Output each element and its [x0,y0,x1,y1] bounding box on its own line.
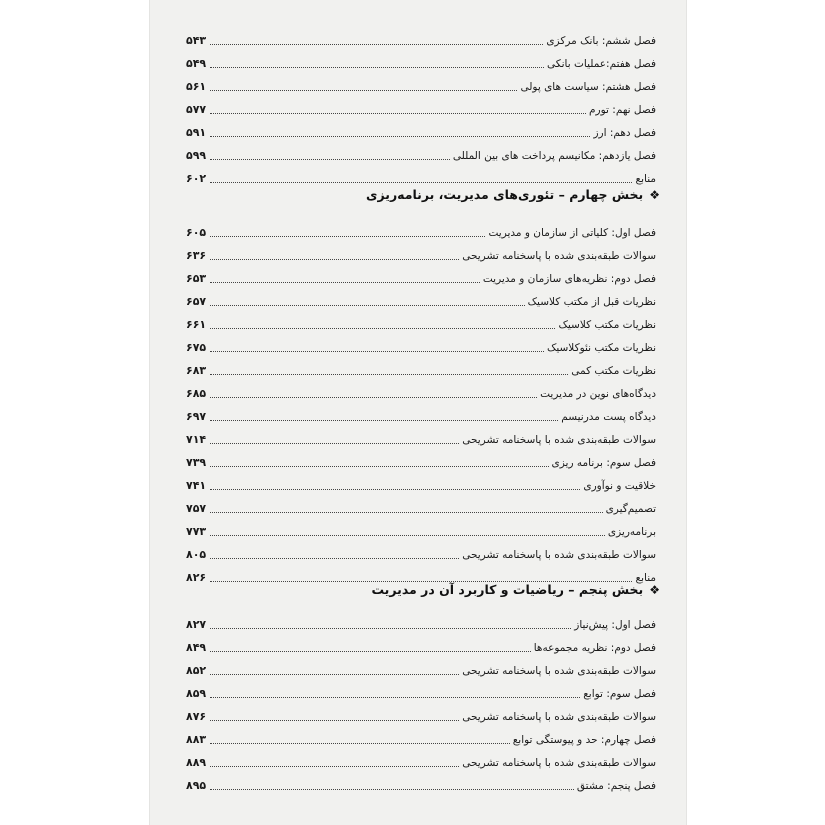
toc-entry-page: ۵۹۹ [186,149,207,162]
toc-entry-title: فصل اول: پیش‌نیاز [574,619,656,631]
toc-entry-title: نظریات مکتب کلاسیک [558,319,656,331]
toc-entry [186,337,656,355]
toc-entry [186,145,656,163]
toc-entry-title: سوالات طبقه‌بندی شده با پاسخنامه تشریحی [462,549,656,561]
dot-leader [210,90,517,91]
dot-leader [210,328,555,329]
toc-entry-page: ۷۷۳ [186,525,207,538]
toc-entry [186,729,656,747]
toc-entry-page: ۶۵۳ [186,272,207,285]
toc-entry [186,660,656,678]
toc-entry [186,291,656,309]
toc-entry-title: فصل یازدهم: مکانیسم پرداخت های بین المللی [452,150,656,162]
toc-entry [186,53,656,71]
dot-leader [210,558,459,559]
dot-leader [210,305,525,306]
toc-entry-page: ۶۸۳ [186,364,207,377]
section-title: بخش چهارم – تئوری‌های مدیریت، برنامه‌ریزی [366,187,644,202]
book-page [150,0,686,825]
toc-entry-page: ۸۴۹ [186,641,207,654]
dot-leader [210,159,450,160]
dot-leader [210,351,544,352]
toc-entry-title: منابع [635,173,656,185]
toc-entry-page: ۶۵۷ [186,295,207,308]
toc-entry-title: سوالات طبقه‌بندی شده با پاسخنامه تشریحی [462,250,656,262]
toc-entry-page: ۶۶۱ [186,318,207,331]
dot-leader [210,420,558,421]
toc-entry-title: فصل سوم: توابع [583,688,656,700]
diamond-bullet-icon: ❖ [649,188,660,202]
dot-leader [210,443,459,444]
toc-entry-page: ۶۹۷ [186,410,207,423]
toc-entry [186,99,656,117]
toc-entry [186,752,656,770]
toc-entry-title: دیدگاه‌های نوین در مدیریت [540,388,656,400]
toc-entry-title: فصل هشتم: سیاست های پولی [520,81,656,93]
dot-leader [210,113,586,114]
toc-entry-page: ۵۶۱ [186,80,207,93]
toc-entry-title: فصل سوم: برنامه ریزی [551,457,656,469]
toc-entry [186,544,656,562]
toc-entry-page: ۶۰۲ [186,172,207,185]
toc-entry-page: ۷۴۱ [186,479,207,492]
toc-entry-page: ۷۱۴ [186,433,207,446]
dot-leader [210,136,590,137]
dot-leader [210,67,544,68]
toc-entry-title: نظریات قبل از مکتب کلاسیک [527,296,656,308]
toc-entry-title: فصل دوم: نظریه مجموعه‌ها [533,642,656,654]
toc-entry [186,268,656,286]
toc-entry-title: سوالات طبقه‌بندی شده با پاسخنامه تشریحی [462,757,656,769]
dot-leader [210,743,510,744]
toc-entry-page: ۸۵۲ [186,664,207,677]
toc-entry [186,222,656,240]
toc-entry-title: خلاقیت و نوآوری [583,480,656,492]
toc-entry-page: ۶۷۵ [186,341,207,354]
dot-leader [210,674,459,675]
dot-leader [210,789,574,790]
dot-leader [210,44,543,45]
toc-entry-title: فصل نهم: تورم [589,104,656,116]
section-title: بخش پنجم – ریاضیات و کاربرد آن در مدیریت [371,582,644,597]
toc-entry [186,406,656,424]
section-heading [190,582,660,597]
dot-leader [210,182,632,183]
toc-entry-page: ۸۲۶ [186,571,207,584]
toc-entry-title: نظریات مکتب نئوکلاسیک [546,342,656,354]
toc-entry-title: فصل چهارم: حد و پیوستگی توابع [512,734,656,746]
dot-leader [210,236,485,237]
toc-entry [186,614,656,632]
toc-entry [186,76,656,94]
toc-entry-title: نظریات مکتب کمی [571,365,656,377]
toc-entry [186,314,656,332]
toc-entry-page: ۸۸۳ [186,733,207,746]
section-heading [190,187,660,202]
toc-entry [186,360,656,378]
dot-leader [210,397,537,398]
toc-entry [186,637,656,655]
dot-leader [210,374,568,375]
toc-entry [186,168,656,186]
toc-entry-page: ۸۹۵ [186,779,207,792]
toc-entry-page: ۷۳۹ [186,456,207,469]
toc-entry-page: ۷۵۷ [186,502,207,515]
toc-entry-page: ۸۸۹ [186,756,207,769]
dot-leader [210,512,602,513]
toc-entry [186,775,656,793]
toc-entry-page: ۸۰۵ [186,548,207,561]
toc-entry-page: ۵۴۹ [186,57,207,70]
toc-entry [186,521,656,539]
toc-entry [186,245,656,263]
toc-entry-title: فصل هفتم:عملیات بانکی [547,58,656,70]
toc-entry [186,452,656,470]
toc-entry [186,122,656,140]
toc-entry [186,30,656,48]
toc-entry-page: ۸۷۶ [186,710,207,723]
diamond-bullet-icon: ❖ [649,583,660,597]
dot-leader [210,535,605,536]
toc-entry-page: ۸۵۹ [186,687,207,700]
toc-entry-title: منابع [635,572,656,584]
toc-entry-title: تصمیم‌گیری [605,503,656,515]
dot-leader [210,628,571,629]
toc-entry-title: برنامه‌ریزی [607,526,656,538]
toc-entry-page: ۵۷۷ [186,103,207,116]
toc-entry-title: فصل دوم: نظریه‌های سازمان و مدیریت [482,273,656,285]
dot-leader [210,766,459,767]
dot-leader [210,466,548,467]
dot-leader [210,697,580,698]
dot-leader [210,259,459,260]
toc-entry-title: سوالات طبقه‌بندی شده با پاسخنامه تشریحی [462,711,656,723]
toc-entry-title: فصل پنجم: مشتق [576,780,656,792]
toc-entry [186,498,656,516]
toc-entry [186,383,656,401]
toc-entry-page: ۵۹۱ [186,126,207,139]
toc-entry [186,683,656,701]
dot-leader [210,651,531,652]
toc-entry-page: ۶۸۵ [186,387,207,400]
toc-entry-title: سوالات طبقه‌بندی شده با پاسخنامه تشریحی [462,665,656,677]
toc-entry-title: دیدگاه پست مدرنیسم [561,411,656,423]
dot-leader [210,489,580,490]
toc-entry [186,706,656,724]
toc-entry-page: ۵۴۳ [186,34,207,47]
toc-entry-page: ۶۰۵ [186,226,207,239]
toc-entry-title: سوالات طبقه‌بندی شده با پاسخنامه تشریحی [462,434,656,446]
dot-leader [210,720,459,721]
toc-entry-title: فصل اول: کلیاتی از سازمان و مدیریت [488,227,656,239]
toc-entry-page: ۶۳۶ [186,249,207,262]
toc-entry-title: فصل ششم: بانک مرکزی [546,35,656,47]
toc-entry-page: ۸۲۷ [186,618,207,631]
dot-leader [210,282,480,283]
toc-entry [186,429,656,447]
toc-entry [186,475,656,493]
toc-entry-title: فصل دهم: ارز [593,127,656,139]
